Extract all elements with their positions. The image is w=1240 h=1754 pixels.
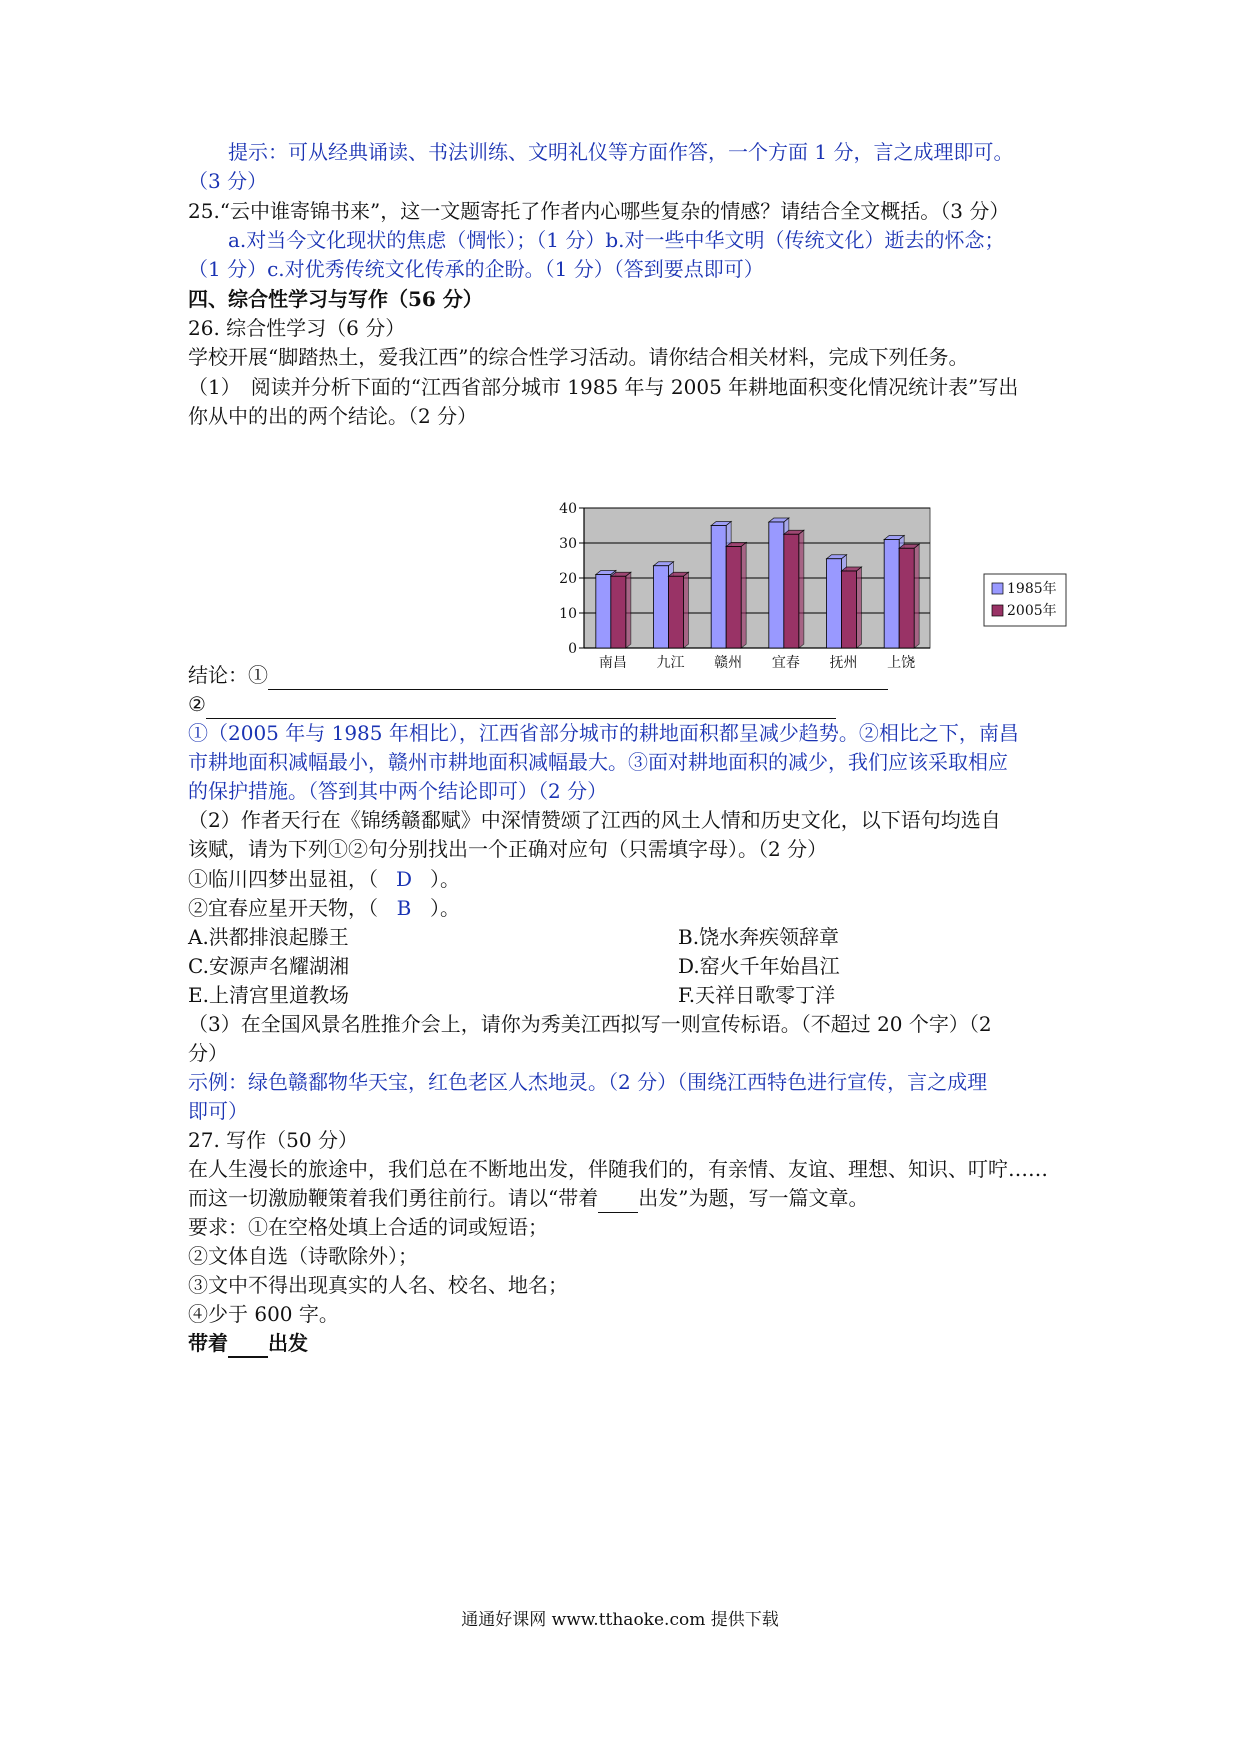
option-b: B.饶水奔疾领辞章: [678, 925, 840, 949]
title-blank: [598, 1192, 638, 1213]
option-f: F.天祥日歌零丁洋: [678, 983, 836, 1007]
essay-title-part-a: 带着: [188, 1331, 228, 1355]
requirement-1: 要求：①在空格处填上合适的词或短语；: [188, 1215, 548, 1239]
item1-answer: D: [395, 867, 413, 891]
bar-宜春-2005年: [784, 530, 804, 648]
q26-1-answer-line2: 市耕地面积减幅最小，赣州市耕地面积减幅最大。③面对耕地面积的减少，我们应该采取相应: [188, 750, 1008, 774]
prompt-part-a: 而这一切激励鞭策着我们勇往前行。请以“带着: [188, 1186, 599, 1210]
q26-title: 26. 综合性学习（6 分）: [188, 316, 406, 340]
category-label: 九江: [656, 655, 685, 671]
y-tick-label: 0: [568, 641, 577, 657]
item1-close: ）。: [430, 867, 460, 891]
options-row-ef: [188, 980, 888, 1010]
option-e: E.上清宫里道教场: [188, 983, 349, 1007]
bar-赣州-2005年: [726, 543, 746, 649]
q26-intro: 学校开展“脚踏热土，爱我江西”的综合性学习活动。请你结合相关材料，完成下列任务。: [188, 345, 969, 369]
requirement-2: ②文体自选（诗歌除外）；: [188, 1244, 418, 1268]
q27-prompt-line1: 在人生漫长的旅途中，我们总在不断地出发，伴随我们的，有亲情、友谊、理想、知识、叮咛……: [188, 1157, 1048, 1181]
essay-title-part-b: 出发: [268, 1331, 308, 1355]
conclusion-line-1: [188, 660, 888, 690]
y-tick-label: 20: [559, 571, 577, 587]
category-label: 抚州: [829, 655, 858, 671]
section4-title: 四、综合性学习与写作（56 分）: [188, 287, 483, 311]
conclusion-label-1: 结论：①: [188, 663, 268, 687]
item1-text: ①临川四梦出显祖，（: [188, 867, 378, 891]
q27-prompt-line2: [188, 1183, 868, 1213]
y-tick-label: 10: [559, 606, 577, 622]
bar-上饶-2005年: [899, 544, 919, 648]
q25-answer-line2: （1 分）c.对优秀传统文化传承的企盼。（1 分）（答到要点即可）: [188, 257, 764, 281]
conclusion-line-2: [188, 689, 836, 719]
option-a: A.洪都排浪起滕王: [188, 925, 349, 949]
prompt-part-b: 出发”为题，写一篇文章。: [638, 1186, 869, 1210]
item2-answer: B: [396, 896, 412, 920]
y-tick-labels: [559, 501, 577, 657]
conclusion-blank-1[interactable]: [268, 667, 888, 690]
q26-3-answer-line1: 示例：绿色赣鄱物华天宝，红色老区人杰地灵。（2 分）（围绕江西特色进行宣传，言之成理: [188, 1070, 988, 1094]
q26-1-answer-line3: 的保护措施。（答到其中两个结论即可）（2 分）: [188, 779, 608, 803]
item2-close: ）。: [430, 896, 460, 920]
q24-hint: 提示：可从经典诵读、书法训练、文明礼仪等方面作答，一个方面 1 分，言之成理即可。: [228, 140, 1014, 164]
q26-1-question-line1: （1） 阅读并分析下面的“江西省部分城市 1985 年与 2005 年耕地面积变化情况统计表”写出: [188, 375, 1019, 399]
category-label: 赣州: [714, 655, 743, 671]
q25-question: 25.“云中谁寄锦书来”，这一文题寄托了作者内心哪些复杂的情感？请结合全文概括。（3 分）: [188, 199, 1010, 223]
category-label: 南昌: [598, 655, 627, 671]
option-c: C.安源声名耀湖湘: [188, 954, 349, 978]
requirement-3: ③文中不得出现真实的人名、校名、地名；: [188, 1273, 568, 1297]
legend-label-1985: 1985年: [1007, 581, 1057, 597]
options-row-cd: [188, 951, 888, 981]
bar-九江-2005年: [669, 572, 689, 648]
category-label: 上饶: [887, 655, 916, 671]
q26-3-question-line1: （3）在全国风景名胜推介会上，请你为秀美江西拟写一则宣传标语。（不超过 20 个字）（2: [188, 1012, 992, 1036]
item2-text: ②宜春应星开天物，（: [188, 896, 378, 920]
bar-抚州-2005年: [842, 567, 862, 648]
category-label: 宜春: [771, 655, 800, 671]
options-row-ab: [188, 922, 888, 952]
legend-swatch-2005: [992, 605, 1003, 616]
q26-1-answer-line1: ①（2005 年与 1985 年相比），江西省部分城市的耕地面积都呈减少趋势。②相比之下，南昌: [188, 721, 1019, 745]
legend-swatch-1985: [992, 583, 1003, 594]
q26-2-question-line2: 该赋，请为下列①②句分别找出一个正确对应句（只需填字母）。（2 分）: [188, 837, 828, 861]
q26-1-question-line2: 你从中的出的两个结论。（2 分）: [188, 404, 478, 428]
conclusion-label-2: ②: [188, 692, 206, 716]
q26-3-question-line2: 分）: [188, 1041, 228, 1065]
footer: 通通好课网 www.tthaoke.com 提供下载: [461, 1610, 779, 1630]
q24-hint-continued: （3 分）: [188, 169, 268, 193]
requirement-4: ④少于 600 字。: [188, 1302, 339, 1326]
q26-2-question-line1: （2）作者天行在《锦绣赣鄱赋》中深情赞颂了江西的风土人情和历史文化，以下语句均选自: [188, 808, 1001, 832]
q27-title: 27. 写作（50 分）: [188, 1128, 358, 1152]
q25-answer-line1: a.对当今文化现状的焦虑（惆怅）；（1 分）b.对一些中华文明（传统文化）逝去的怀念；: [228, 228, 1005, 252]
q26-2-item-2: [188, 893, 460, 923]
legend-label-2005: 2005年: [1007, 603, 1057, 619]
essay-title-blank[interactable]: [228, 1336, 268, 1358]
y-tick-label: 40: [559, 501, 577, 517]
bar-南昌-2005年: [611, 572, 631, 648]
essay-title: [188, 1328, 308, 1358]
option-d: D.窑火千年始昌江: [678, 954, 840, 978]
q26-2-item-1: [188, 864, 460, 894]
conclusion-blank-2[interactable]: [206, 696, 836, 719]
q26-3-answer-line2: 即可）: [188, 1099, 248, 1123]
y-tick-label: 30: [559, 536, 577, 552]
